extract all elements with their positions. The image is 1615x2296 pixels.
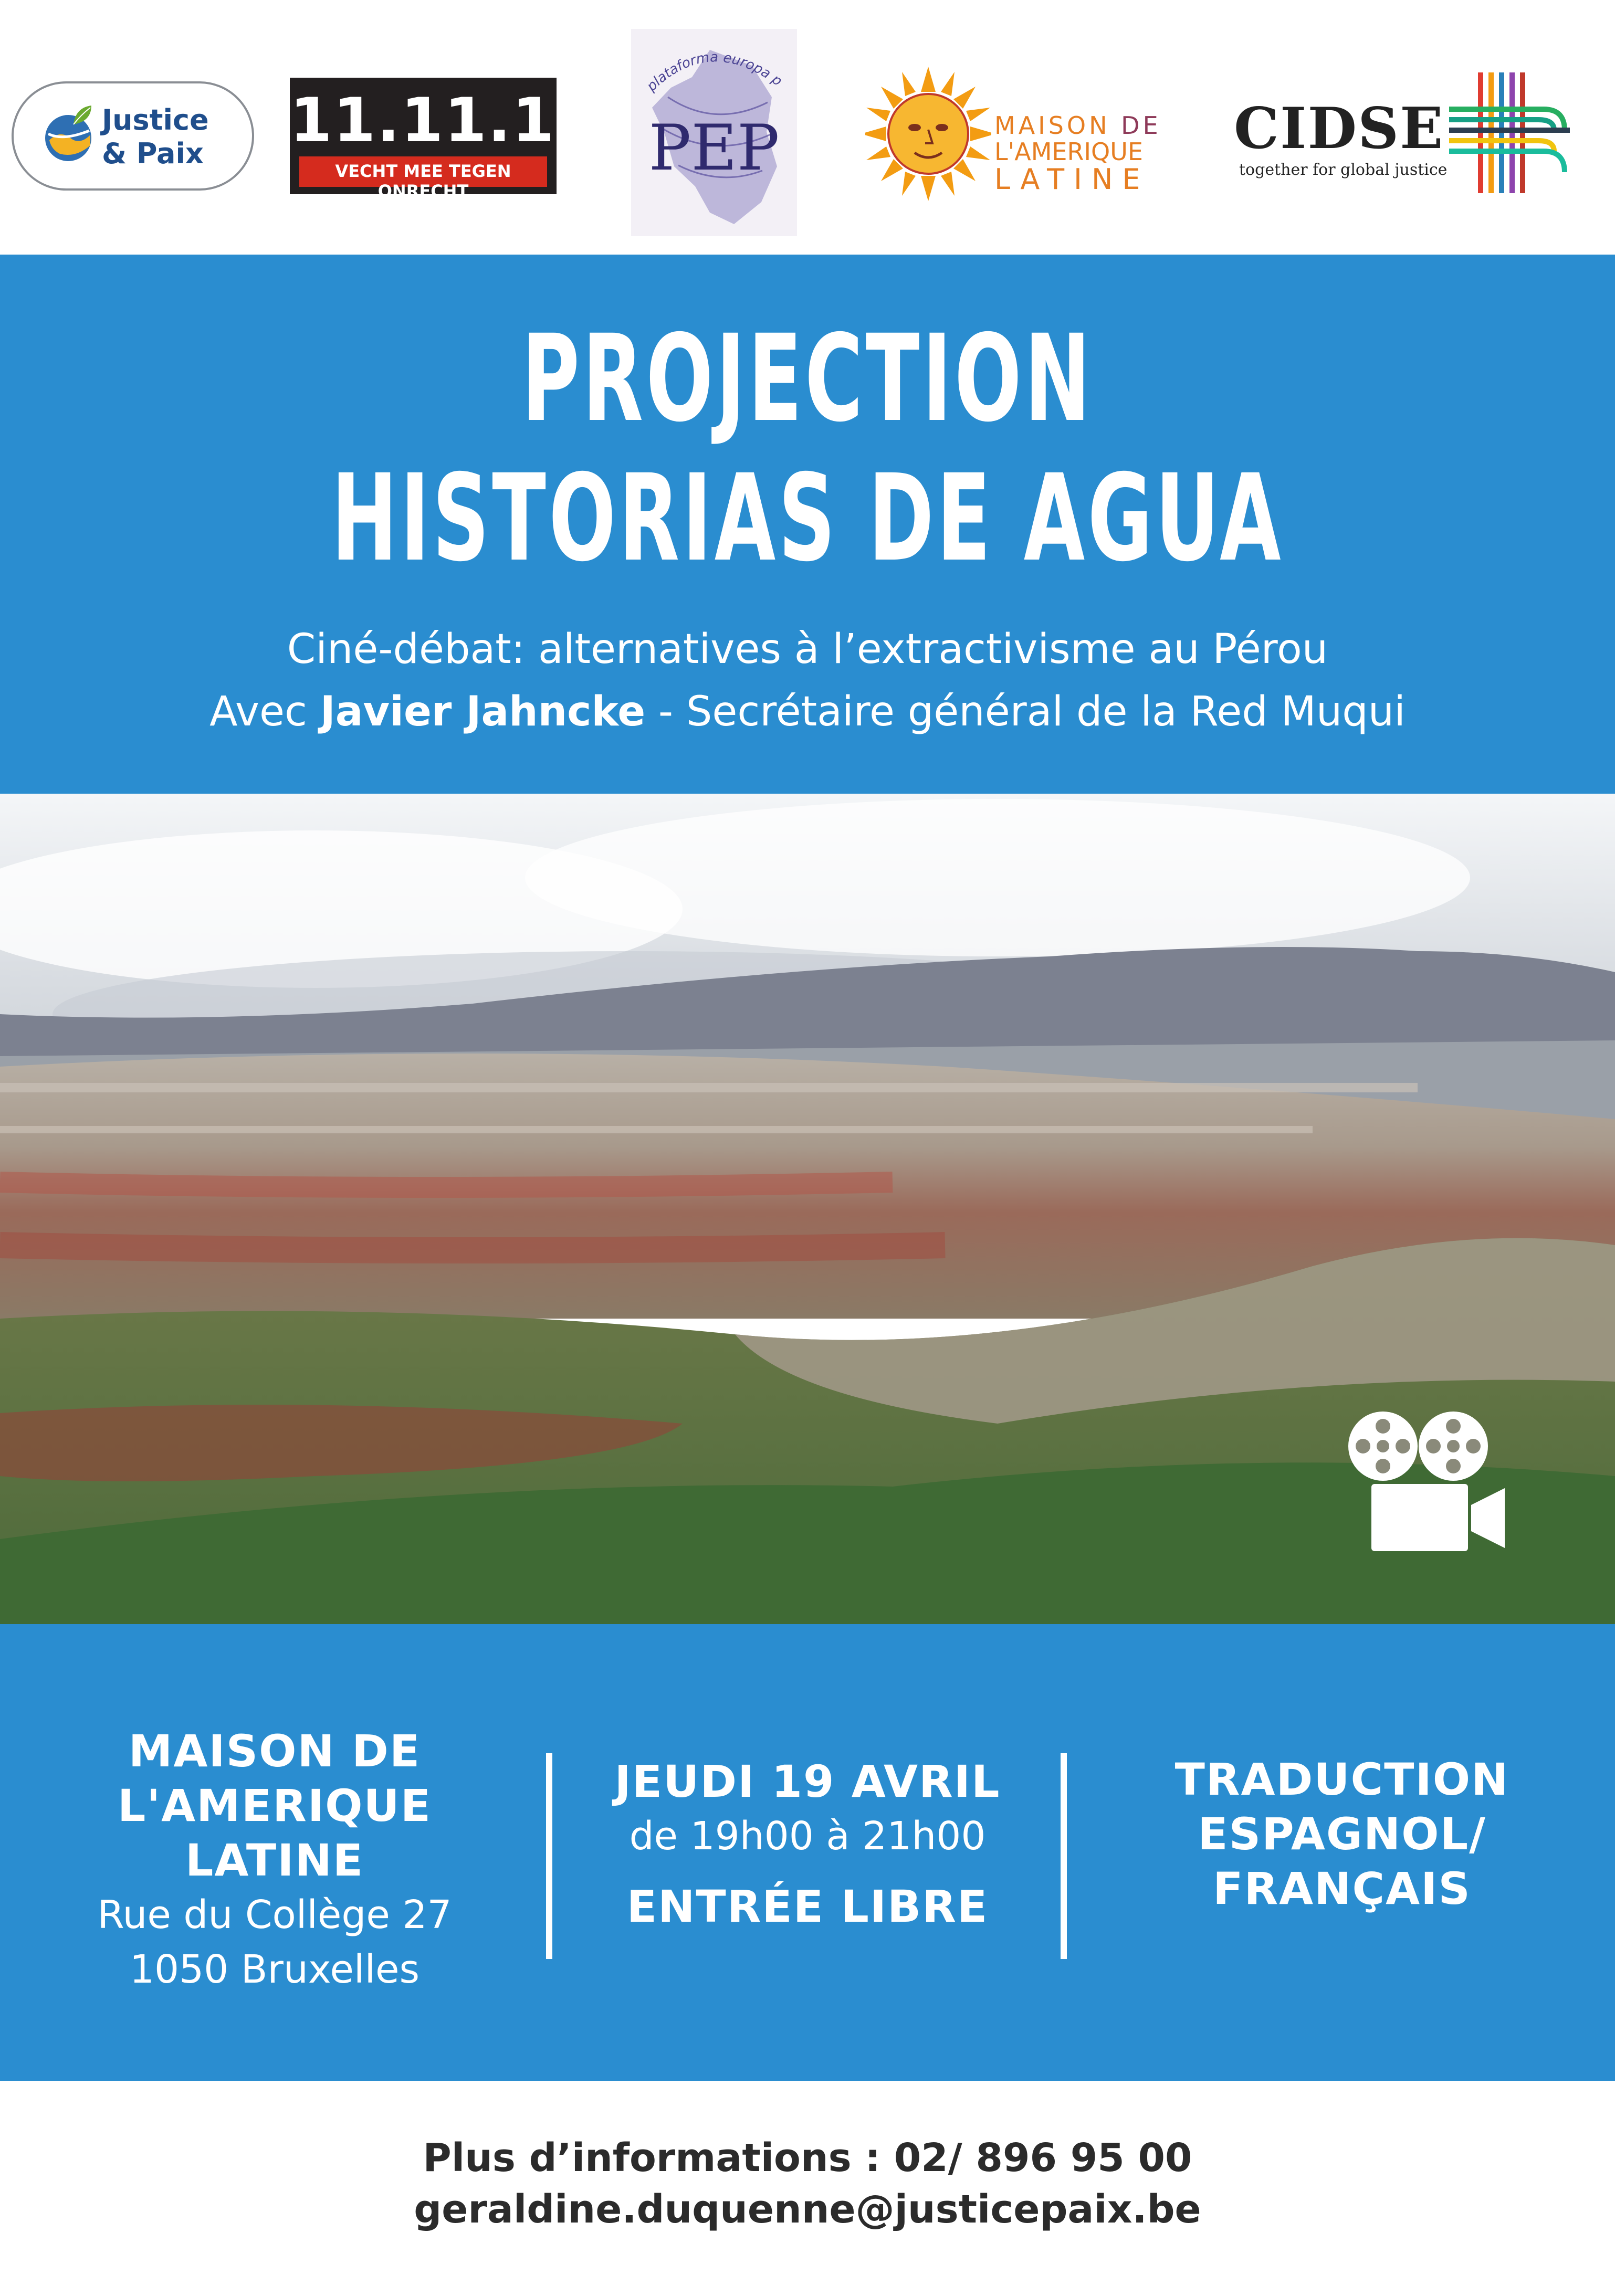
divider-left xyxy=(546,1753,552,1959)
globe-leaf-icon xyxy=(39,103,102,166)
venue-line3: LATINE xyxy=(185,1835,364,1886)
logo-cidse xyxy=(1234,68,1570,194)
title-band xyxy=(0,255,1615,794)
info-band xyxy=(0,1624,1615,2081)
logo-pep xyxy=(631,29,797,236)
subtitle-line2 xyxy=(0,688,1615,735)
venue-city: 1050 Bruxelles xyxy=(129,1947,420,1992)
maison-word: MAISON xyxy=(994,111,1110,140)
venue-line1: MAISON DE xyxy=(128,1725,421,1777)
justice-paix-line2: & Paix xyxy=(102,137,204,170)
justice-paix-line1: Justice xyxy=(102,103,209,136)
translation-line1: TRADUCTION xyxy=(1174,1754,1509,1805)
subtitle-line1: Ciné-débat: alternatives à l’extractivisme au Pérou xyxy=(287,626,1328,673)
event-time: de 19h00 à 21h00 xyxy=(629,1814,986,1859)
cidse-weave-icon xyxy=(1449,72,1570,193)
cidse-tagline: together for global justice xyxy=(1239,161,1448,179)
n11-number: 11.11.11 xyxy=(290,85,599,156)
speaker-name: Javier Jahncke xyxy=(320,688,646,735)
event-title-line2: HISTORIAS DE AGUA xyxy=(331,448,1284,588)
footer-email[interactable]: geraldine.duquenne@justicepaix.be xyxy=(414,2187,1201,2232)
maison-de-word: DE xyxy=(1121,111,1161,140)
event-date: JEUDI 19 AVRIL xyxy=(614,1756,1001,1807)
event-title-line1: PROJECTION xyxy=(521,309,1094,448)
subtitle-suffix: - Secrétaire général de la Red Muqui xyxy=(645,688,1406,735)
n11-tagline: VECHT MEE TEGEN ONRECHT xyxy=(335,161,511,201)
logo-justice-paix xyxy=(12,81,254,191)
date-block xyxy=(571,1754,1044,1934)
n11-red-band xyxy=(299,156,547,201)
translation-line3: FRANÇAIS xyxy=(1213,1863,1471,1914)
footer-info-phone: Plus d’informations : 02/ 896 95 00 xyxy=(423,2135,1192,2181)
venue-block xyxy=(38,1724,511,1997)
entry-free: ENTRÉE LIBRE xyxy=(626,1881,989,1932)
peru-map-icon xyxy=(631,29,797,236)
pep-monogram: PEP xyxy=(648,112,780,185)
film-camera-icon xyxy=(1342,1410,1505,1553)
translation-line2: ESPAGNOL/ xyxy=(1198,1808,1486,1860)
translation-block xyxy=(1106,1752,1578,1916)
sun-face-icon xyxy=(865,63,991,205)
pep-arc-text: plataforma europa p xyxy=(644,49,785,94)
logo-maison-amerique-latine xyxy=(865,63,1170,205)
logos-bar xyxy=(0,0,1615,255)
divider-right xyxy=(1061,1753,1067,1959)
venue-line2: L'AMERIQUE xyxy=(117,1780,432,1831)
maison-line2: L'AMERIQUE xyxy=(994,138,1143,166)
mine-landscape-photo xyxy=(0,794,1615,1624)
cidse-name: CIDSE xyxy=(1234,96,1444,162)
maison-line1 xyxy=(994,111,1161,140)
maison-line3: LATINE xyxy=(994,163,1150,196)
subtitle-prefix: Avec xyxy=(209,688,320,735)
venue-street: Rue du Collège 27 xyxy=(97,1892,452,1937)
logo-11-11-11 xyxy=(290,78,599,201)
